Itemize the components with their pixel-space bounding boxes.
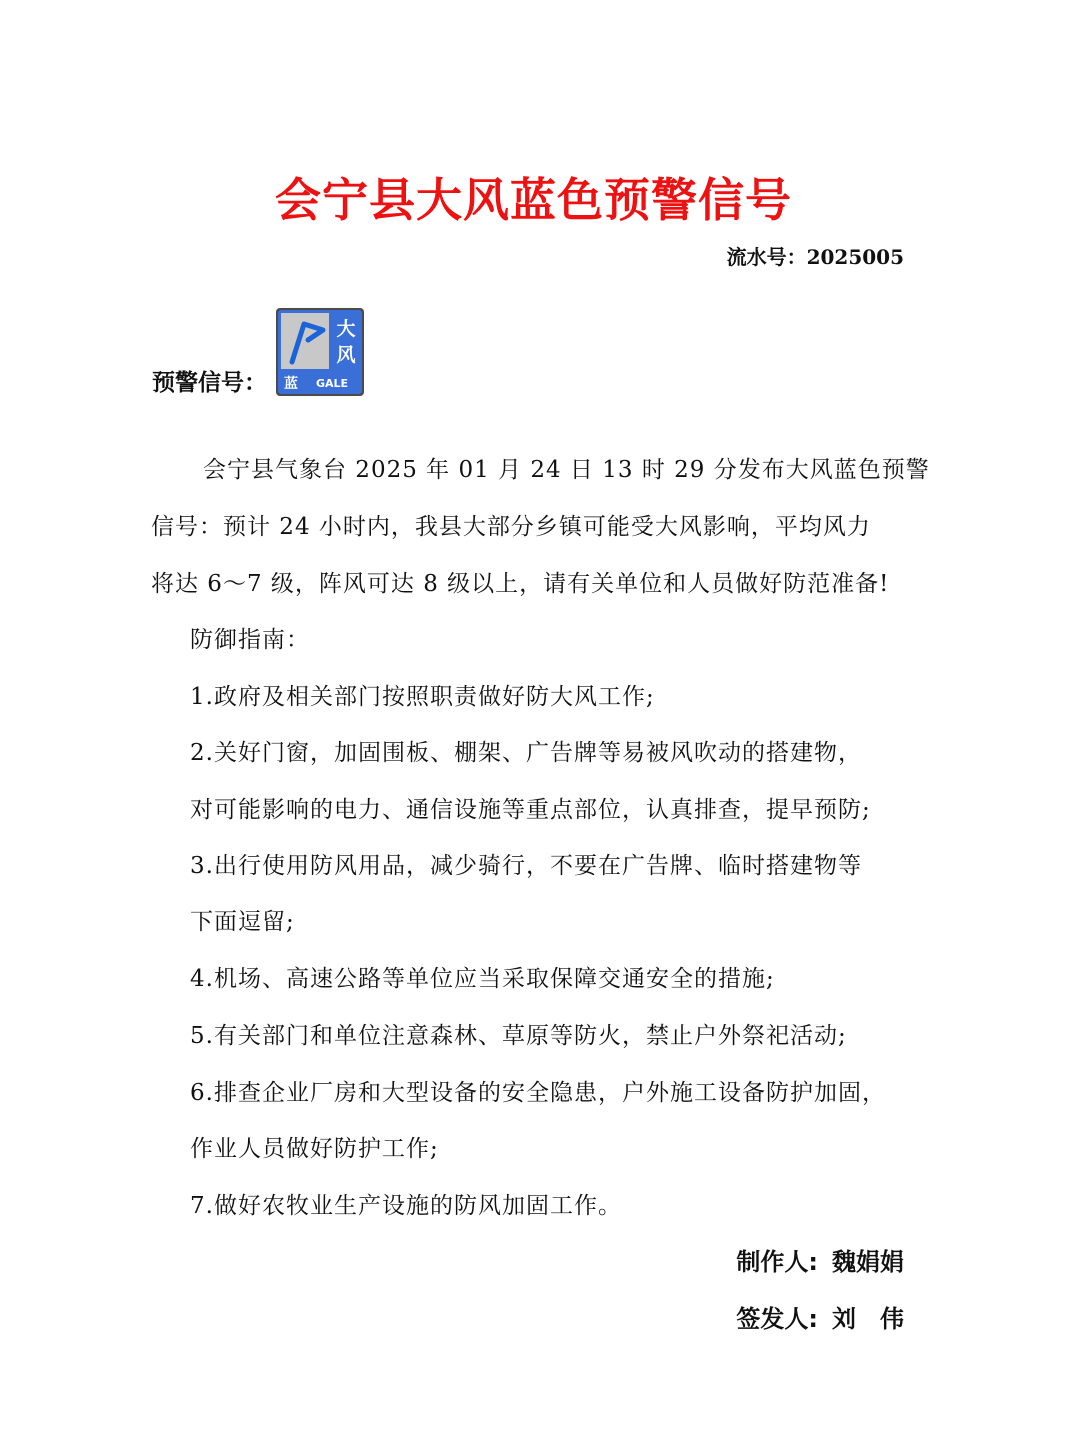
icon-en-text: GALE [315,377,349,390]
guide-item: 对可能影响的电力、通信设施等重点部位，认真排查，提早预防; [190,797,871,823]
body-line-2: 信号：预计 24 小时内，我县大部分乡镇可能受大风影响，平均风力 [151,514,871,540]
icon-text-bottom: 风 [336,344,356,366]
maker-signature [736,1246,904,1278]
guide-item: 5.有关部门和单位注意森林、草原等防火，禁止户外祭祀活动; [190,1023,847,1049]
guide-item: 下面逗留; [190,909,295,935]
body-line-3: 将达 6～7 级，阵风可达 8 级以上，请有关单位和人员做好防范准备! [151,571,890,597]
guide-item: 作业人员做好防护工作; [190,1136,439,1162]
issuer-name: 刘 伟 [832,1305,904,1333]
serial-number: 流水号：2025005 [726,245,904,269]
guide-heading: 防御指南： [190,627,310,653]
page-title: 会宁县大风蓝色预警信号 [275,173,792,227]
guide-item: 6.排查企业厂房和大型设备的安全隐患，户外施工设备防护加固， [190,1080,886,1106]
guide-item: 4.机场、高速公路等单位应当采取保障交通安全的措施; [190,966,775,992]
guide-item: 3.出行使用防风用品，减少骑行，不要在广告牌、临时搭建物等 [190,853,862,879]
icon-level-text: 蓝 [284,376,298,392]
issuer-signature [736,1303,904,1335]
guide-item: 2.关好门窗，加固围板、棚架、广告牌等易被风吹动的搭建物， [190,740,862,766]
issuer-label: 签发人: [736,1305,818,1333]
body-line-1: 会宁县气象台 2025 年 01 月 24 日 13 时 29 分发布大风蓝色预警 [203,457,930,483]
guide-item: 1.政府及相关部门按照职责做好防大风工作; [190,684,655,710]
icon-text-top: 大 [336,318,356,340]
gale-blue-warning-icon [276,308,364,396]
maker-label: 制作人: [736,1248,818,1276]
warning-signal-label: 预警信号： [152,370,267,396]
guide-item: 7.做好农牧业生产设施的防风加固工作。 [190,1193,622,1219]
maker-name: 魏娟娟 [832,1248,904,1276]
